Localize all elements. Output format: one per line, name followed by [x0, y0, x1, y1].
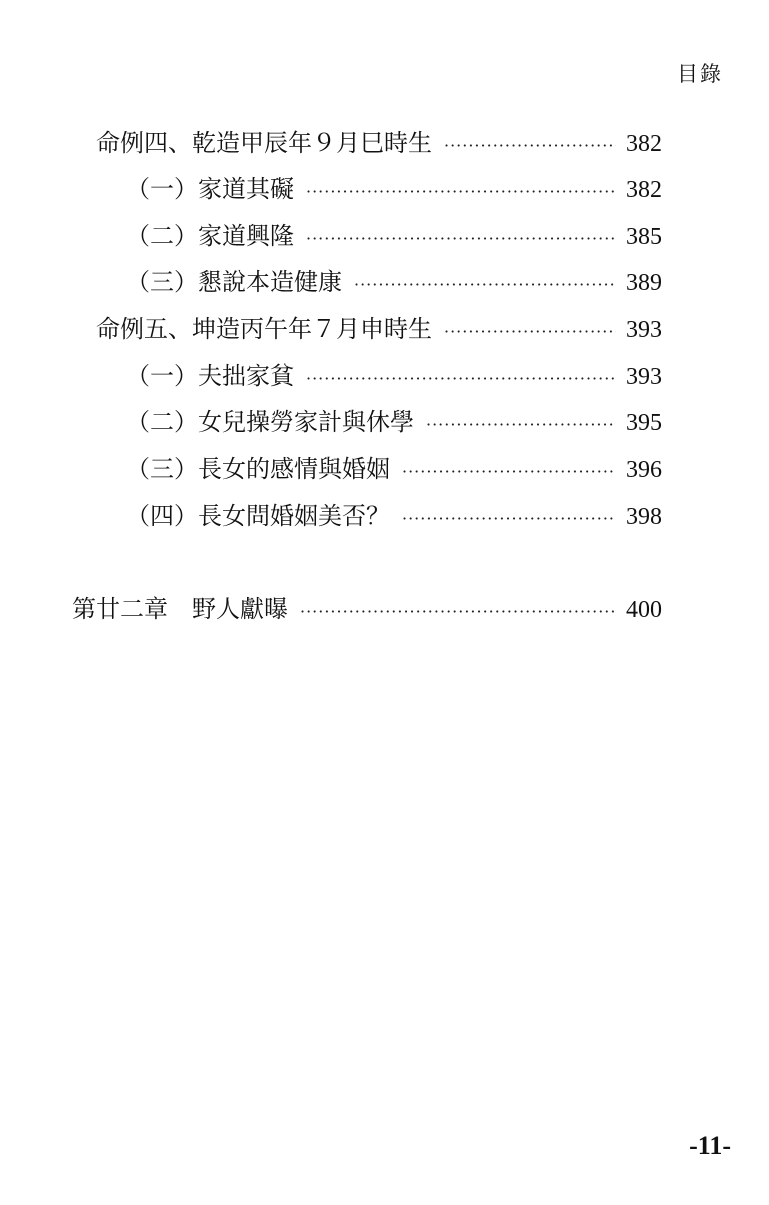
toc-entry-label: （一）夫拙家貧	[126, 362, 294, 390]
toc-entry[interactable]	[126, 407, 662, 440]
toc-entry-page: 393	[626, 317, 662, 343]
leader-dots	[426, 410, 616, 440]
toc-entry-label: （二）家道興隆	[126, 222, 294, 250]
toc-entry[interactable]	[126, 501, 662, 534]
toc-entry-page: 395	[626, 410, 662, 436]
toc-entry[interactable]	[96, 314, 662, 347]
toc-entry-label: 命例五、坤造丙午年７月申時生	[96, 315, 432, 343]
leader-dots	[444, 131, 616, 161]
toc-entry-page: 382	[626, 131, 662, 157]
toc-chapter-entry[interactable]	[72, 594, 662, 627]
leader-dots	[444, 317, 616, 347]
leader-dots	[402, 504, 616, 534]
leader-dots	[306, 364, 616, 394]
leader-dots	[300, 597, 616, 627]
leader-dots	[306, 177, 616, 207]
toc-entry-label: （二）女兒操勞家計與休學	[126, 408, 414, 436]
toc-entry-label: （一）家道其礙	[126, 175, 294, 203]
toc-entry-label: （四）長女問婚姻美否？	[126, 502, 390, 530]
toc-entry-label: （三）長女的感情與婚姻	[126, 455, 390, 483]
toc-entry[interactable]	[96, 128, 662, 161]
toc-entry[interactable]	[126, 454, 662, 487]
toc-entry-label: （三）懇說本造健康	[126, 268, 342, 296]
toc-entry-page: 396	[626, 457, 662, 483]
section-title: 目錄	[677, 62, 723, 86]
toc-entry-page: 393	[626, 364, 662, 390]
toc-entry-label: 命例四、乾造甲辰年９月巳時生	[96, 129, 432, 157]
toc-entry[interactable]	[126, 221, 662, 254]
leader-dots	[402, 457, 616, 487]
toc-entry[interactable]	[126, 361, 662, 394]
leader-dots	[354, 270, 616, 300]
toc-entry-page: 398	[626, 504, 662, 530]
toc-entry-page: 382	[626, 177, 662, 203]
toc-entry[interactable]	[126, 174, 662, 207]
toc-entry-label: 第廿二章 野人獻曝	[72, 595, 288, 623]
leader-dots	[306, 224, 616, 254]
page-number: -11-	[689, 1131, 731, 1160]
toc-entry-page: 400	[626, 597, 662, 623]
toc-entry-page: 389	[626, 270, 662, 296]
toc-entry-page: 385	[626, 224, 662, 250]
toc-entry[interactable]	[126, 267, 662, 300]
